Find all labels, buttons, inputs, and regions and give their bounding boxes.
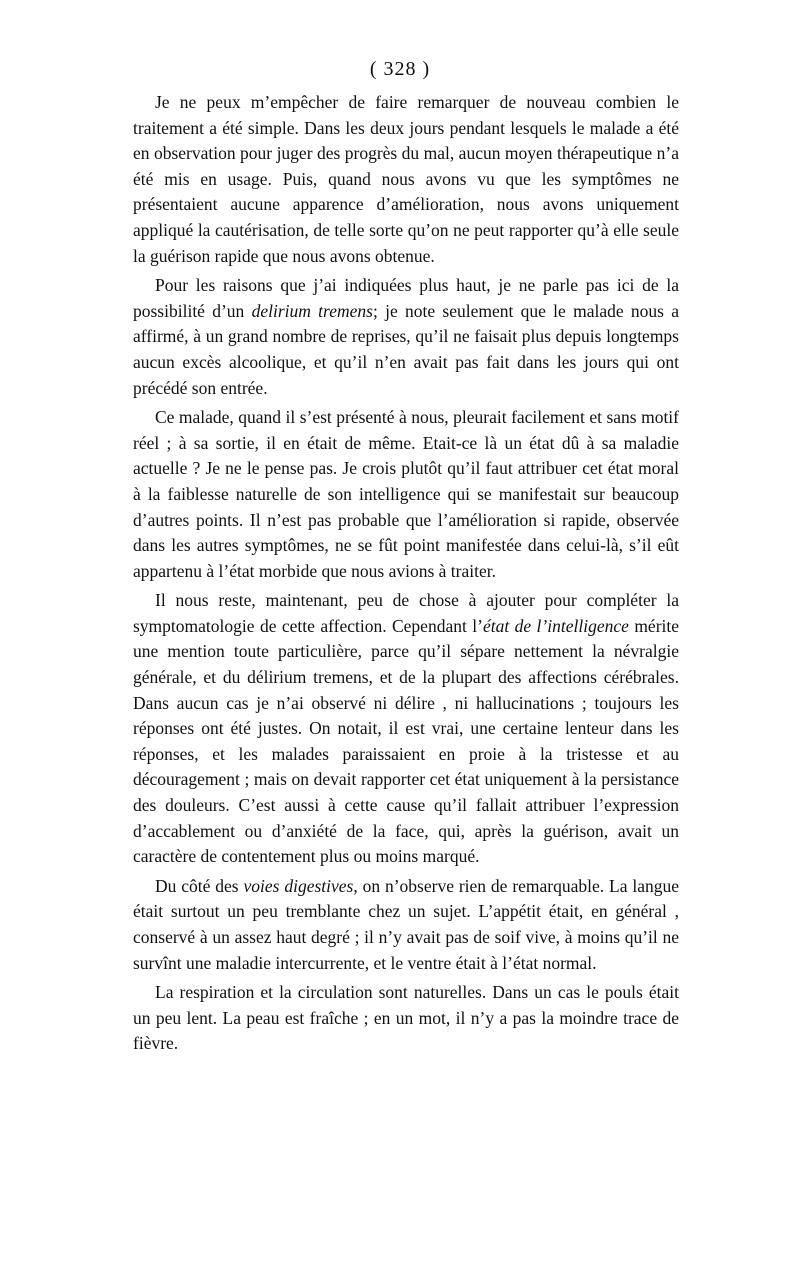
italic-term: voies digestives [243,875,354,896]
paragraph-digestive [133,874,679,976]
paragraph-text-after: mérite une mention toute particulière, parce qu’il sépare nettement la névralgie générale, et du délirium tremens, et de la plupart des affections cérébrales. Dans aucun cas je n’ai observé ni délire , ni hallucinations ; toujours les réponses ont été justes. On notait, il est vrai, une certaine lenteur dans les réponses, et les malades paraissaient en proie à la tristesse et au découragement ; mais on devait rapporter cet état uniquement à la persistance des douleurs. C’est aussi à cette cause qu’il fallait attribuer l’expression d’accablement ou d’anxiété de la face, qui, après la guérison, avait un caractère de contentement plus ou moins marqué. [133,615,680,867]
paragraph-moral-state [133,405,679,584]
paragraph-delirium [133,273,679,401]
paragraph-text: Ce malade, quand il s’est présenté à nous, pleurait facilement et sans motif réel ; à sa sortie, il en était de même. Etait-ce là un état dû à sa maladie actuelle ? Je ne le pense pas. Je crois plutôt qu’il faut attribuer cet état moral à la faiblesse naturelle de son intelligence qui se manifestait sur beaucoup d’autres points. Il n’est pas probable que l’amélioration si rapide, observée dans les autres symptômes, ne se fût point manifestée dans celui-là, s’il eût appartenu à l’état morbide que nous avions à traiter. [133,407,679,581]
paragraph-text-after: , on n’observe rien de remarquable. La langue était surtout un peu tremblante chez un sujet. L’appétit était, en général , conservé à un assez haut degré ; il n’y avait pas de soif vive, à moins qu’il ne survînt une maladie intercurrente, et le ventre était à l’état normal. [133,875,679,973]
page-number: ( 328 ) [369,58,431,80]
paragraph-respiration [133,980,679,1057]
body-text [133,90,679,1061]
paragraph-text-before: Du côté des [155,875,244,896]
paragraph-treatment [133,90,679,269]
paragraph-text-before: Il nous reste, maintenant, peu de chose à ajouter pour compléter la symptomatologie de cette affection. Cependant l’ [133,590,679,636]
paragraph-intelligence [133,588,679,870]
paragraph-text: La respiration et la circulation sont naturelles. Dans un cas le pouls était un peu lent. La peau est fraîche ; en un mot, il n’y a pas la moindre trace de fièvre. [133,982,679,1054]
italic-term: état de l’intelligence [482,615,629,636]
paragraph-text-before: Pour les raisons que j’ai indiquées plus haut, je ne parle pas ici de la possibilité d’un [133,275,679,321]
paragraph-text-after: ; je note seulement que le malade nous a affirmé, à un grand nombre de reprises, qu’il ne faisait plus depuis longtemps aucun excès alcoolique, et qu’il n’en avait pas fait dans les jours qui ont précédé son entrée. [133,300,679,398]
paragraph-text: Je ne peux m’empêcher de faire remarquer de nouveau combien le traitement a été simple. Dans les deux jours pendant lesquels le malade a été en observation pour juger des progrès du mal, aucun moyen thérapeutique n’a été mis en usage. Puis, quand nous avons vu que les symptômes ne présentaient aucune apparence d’amélioration, nous avons uniquement appliqué la cautérisation, de telle sorte qu’on ne peut rapporter qu’à elle seule la guérison rapide que nous avons obtenue. [133,92,679,266]
italic-term: delirium tremens [251,300,373,321]
